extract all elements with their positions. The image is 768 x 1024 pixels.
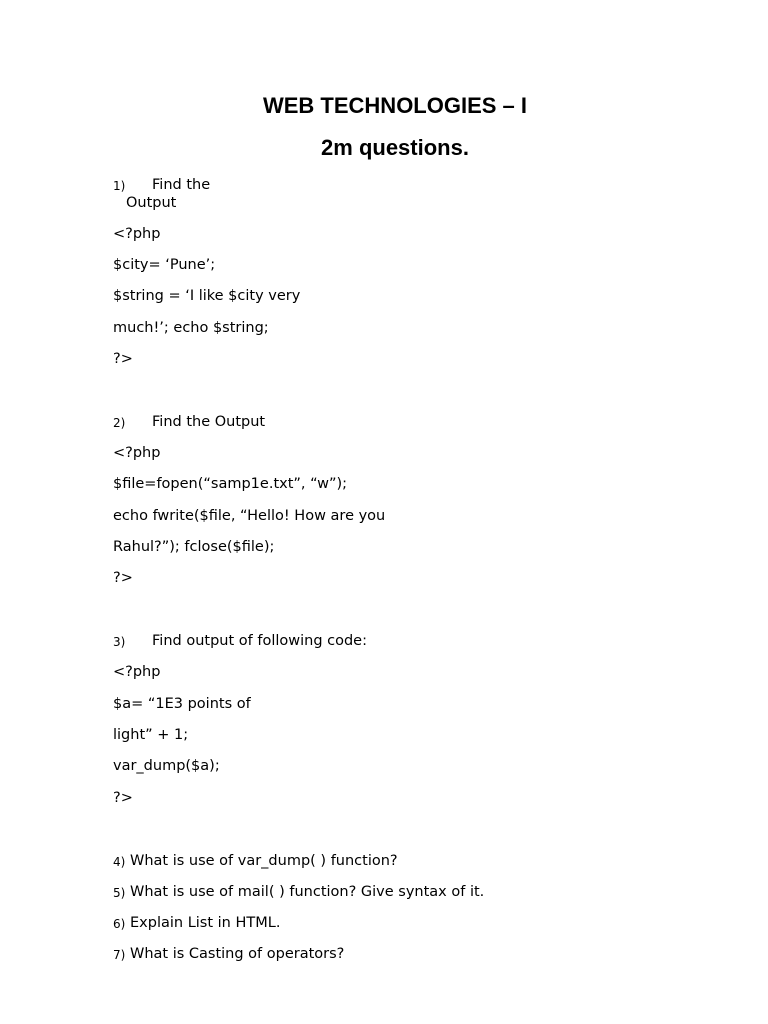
question-prompt: Find the Output	[152, 414, 266, 430]
question-text: Explain List in HTML.	[130, 915, 281, 931]
code-line: ?>	[113, 351, 133, 367]
question-number: 1)	[113, 179, 126, 193]
code-line: <?php	[113, 445, 161, 461]
question-text: What is use of var_dump( ) function?	[130, 853, 398, 869]
code-line: Rahul?”); fclose($file);	[113, 539, 275, 555]
question-text: What is use of mail( ) function? Give syntax of it.	[130, 884, 485, 900]
code-line: much!’; echo $string;	[113, 320, 269, 336]
code-line: <?php	[113, 226, 161, 242]
code-line: var_dump($a);	[113, 758, 220, 774]
question-number: 5)	[113, 886, 126, 900]
code-line: $string = ‘I like $city very	[113, 288, 301, 304]
question-number: 6)	[113, 917, 126, 931]
question-number: 7)	[113, 948, 126, 962]
question-prompt: Find the	[152, 177, 211, 193]
code-line: echo fwrite($file, “Hello! How are you	[113, 508, 386, 524]
question-number: 4)	[113, 855, 126, 869]
code-line: $a= “1E3 points of	[113, 696, 251, 712]
code-line: $city= ‘Pune’;	[113, 257, 216, 273]
question-number: 3)	[113, 635, 126, 649]
code-line: <?php	[113, 664, 161, 680]
code-line: light” + 1;	[113, 727, 189, 743]
code-line: $file=fopen(“samp1e.txt”, “w”);	[113, 476, 348, 492]
question-prompt: Find output of following code:	[152, 633, 367, 649]
code-line: ?>	[113, 570, 133, 586]
document-subtitle: 2m questions.	[321, 135, 469, 160]
document-title: WEB TECHNOLOGIES – I	[262, 93, 528, 118]
question-text: What is Casting of operators?	[130, 946, 345, 962]
question-prompt-continued: Output	[126, 195, 177, 211]
code-line: ?>	[113, 790, 133, 806]
question-number: 2)	[113, 416, 126, 430]
